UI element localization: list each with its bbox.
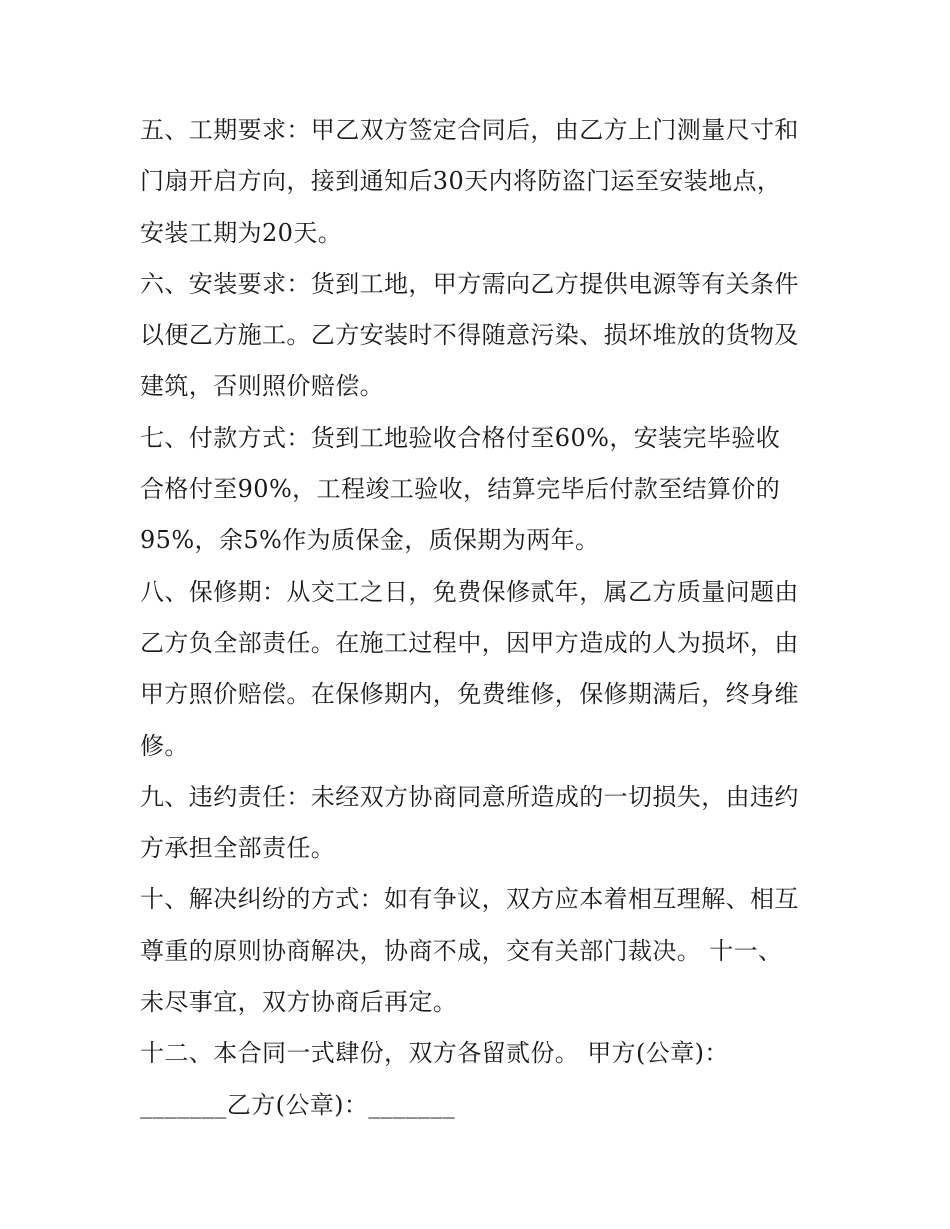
text-line: 95%，余5%作为质保金，质保期为两年。 — [140, 526, 600, 555]
text-line: 建筑，否则照价赔偿。 — [140, 372, 384, 401]
text-line: 八、保修期：从交工之日，免费保修贰年，属乙方质量问题由 — [140, 577, 799, 606]
text-line: 以便乙方施工。乙方安装时不得随意污染、损坏堆放的货物及 — [140, 321, 799, 350]
text-line: 安装工期为20天。 — [140, 218, 343, 247]
text-line: 未尽事宜，双方协商后再定。 — [140, 988, 458, 1017]
text-line: 十二、本合同一式肆份，双方各留贰份。 甲方(公章)： — [140, 1039, 729, 1068]
text-line: 七、付款方式：货到工地验收合格付至60%，安装完毕验收 — [140, 423, 781, 452]
text-line: 门扇开启方向，接到通知后30天内将防盗门运至安装地点， — [140, 167, 782, 196]
text-line: 六、安装要求：货到工地，甲方需向乙方提供电源等有关条件 — [140, 269, 799, 298]
text-line: 尊重的原则协商解决，协商不成，交有关部门裁决。 十一、 — [140, 936, 783, 965]
signature-line: _______乙方(公章)：_______ — [140, 1090, 456, 1119]
text-line: 十、解决纠纷的方式：如有争议，双方应本着相互理解、相互 — [140, 885, 799, 914]
text-line: 方承担全部责任。 — [140, 834, 336, 863]
contract-body — [140, 105, 815, 1131]
text-line: 修。 — [140, 731, 189, 760]
text-line: 乙方负全部责任。在施工过程中，因甲方造成的人为损坏，由 — [140, 628, 799, 657]
text-line: 九、违约责任：未经双方协商同意所造成的一切损失，由违约 — [140, 782, 799, 811]
text-line: 甲方照价赔偿。在保修期内，免费维修，保修期满后，终身维 — [140, 680, 799, 709]
text-line: 五、工期要求：甲乙双方签定合同后，由乙方上门测量尺寸和 — [140, 116, 799, 144]
text-line: 合格付至90%，工程竣工验收，结算完毕后付款至结算价的 — [140, 475, 781, 504]
